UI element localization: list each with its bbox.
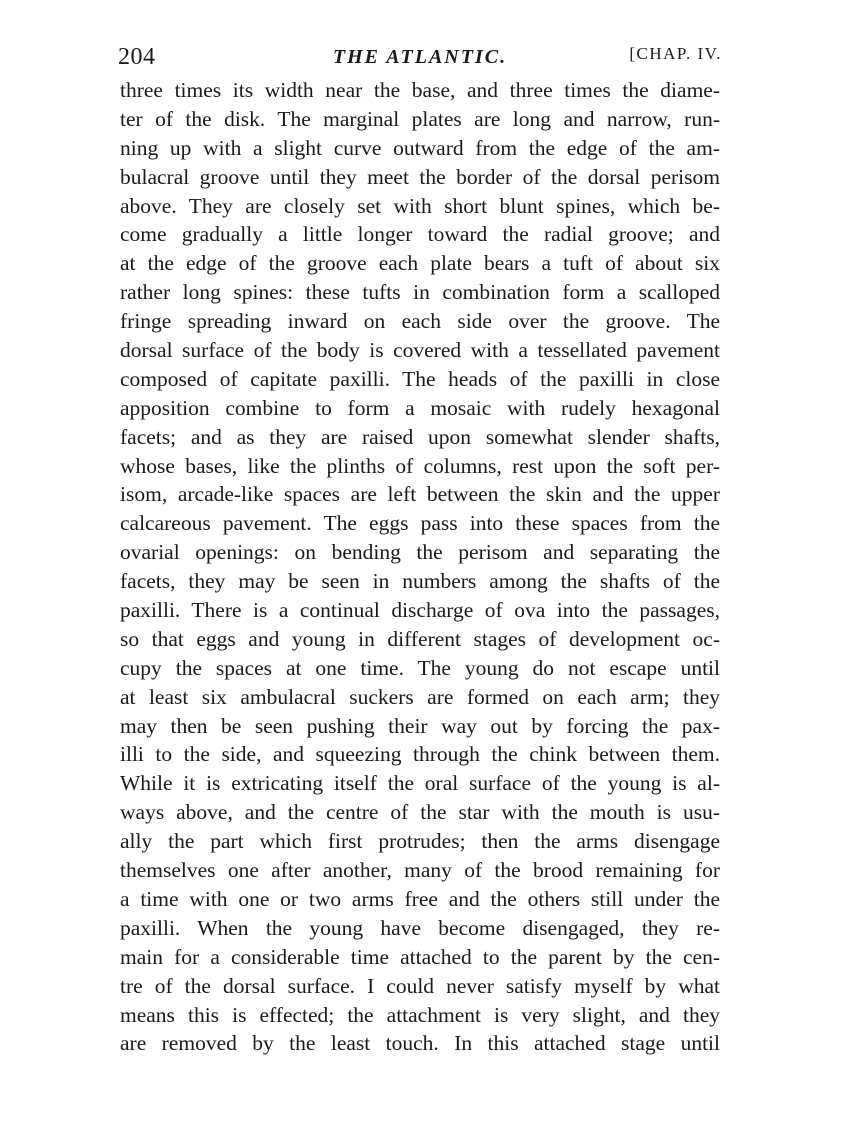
- text-line: paxilli. When the young have become disengaged, they re-: [120, 915, 720, 940]
- text-line: may then be seen pushing their way out by forcing the pax-: [120, 713, 720, 738]
- text-line: apposition combine to form a mosaic with rudely hexagonal: [120, 395, 720, 420]
- text-line: cupy the spaces at one time. The young do not escape until: [120, 655, 720, 680]
- text-line: so that eggs and young in different stages of development oc-: [120, 626, 720, 651]
- text-line: ning up with a slight curve outward from the edge of the am-: [120, 135, 720, 160]
- text-line: facets; and as they are raised upon somewhat slender shafts,: [120, 424, 720, 449]
- text-line: facets, they may be seen in numbers among the shafts of the: [120, 569, 720, 594]
- text-line: above. They are closely set with short blunt spines, which be-: [120, 193, 720, 218]
- text-line: dorsal surface of the body is covered with a tessellated pavement: [120, 338, 720, 363]
- text-line: at least six ambulacral suckers are formed on each arm; they: [120, 684, 720, 709]
- text-line: whose bases, like the plinths of columns, rest upon the soft per-: [120, 453, 720, 478]
- text-line: composed of capitate paxilli. The heads of the paxilli in close: [120, 366, 720, 391]
- body-text: [120, 76, 720, 1058]
- text-line: are removed by the least touch. In this attached stage until: [120, 1031, 720, 1056]
- text-line: three times its width near the base, and three times the diame-: [120, 78, 720, 102]
- book-title: THE ATLANTIC.: [332, 46, 508, 68]
- text-line: ovarial openings: on bending the perisom and separating the: [120, 540, 720, 565]
- text-line: isom, arcade-like spaces are left between the skin and the upper: [120, 482, 720, 507]
- text-line: come gradually a little longer toward the radial groove; and: [120, 222, 720, 247]
- text-line: paxilli. There is a continual discharge of ova into the passages,: [120, 598, 720, 623]
- text-line: a time with one or two arms free and the others still under the: [120, 886, 720, 911]
- text-line: illi to the side, and squeezing through the chink between them.: [120, 742, 720, 767]
- text-line: ter of the disk. The marginal plates are long and narrow, run-: [120, 106, 720, 131]
- text-line: means this is effected; the attachment is very slight, and they: [120, 1002, 720, 1027]
- page-number: 204: [118, 44, 156, 70]
- text-line: main for a considerable time attached to the parent by the cen-: [120, 944, 720, 969]
- chapter-reference: [CHAP. IV.: [629, 44, 722, 63]
- text-line: While it is extricating itself the oral surface of the young is al-: [120, 771, 720, 796]
- text-line: ally the part which first protrudes; then the arms disengage: [120, 829, 720, 854]
- text-line: bulacral groove until they meet the border of the dorsal perisom: [120, 164, 720, 189]
- text-line: rather long spines: these tufts in combination form a scalloped: [120, 280, 720, 305]
- running-head: [118, 40, 722, 74]
- text-line: tre of the dorsal surface. I could never satisfy myself by what: [120, 973, 720, 998]
- text-line: calcareous pavement. The eggs pass into these spaces from the: [120, 511, 720, 536]
- text-line: ways above, and the centre of the star with the mouth is usu-: [120, 800, 720, 825]
- text-line: at the edge of the groove each plate bears a tuft of about six: [120, 251, 720, 276]
- text-line: fringe spreading inward on each side over the groove. The: [120, 309, 720, 334]
- text-line: themselves one after another, many of the brood remaining for: [120, 858, 720, 883]
